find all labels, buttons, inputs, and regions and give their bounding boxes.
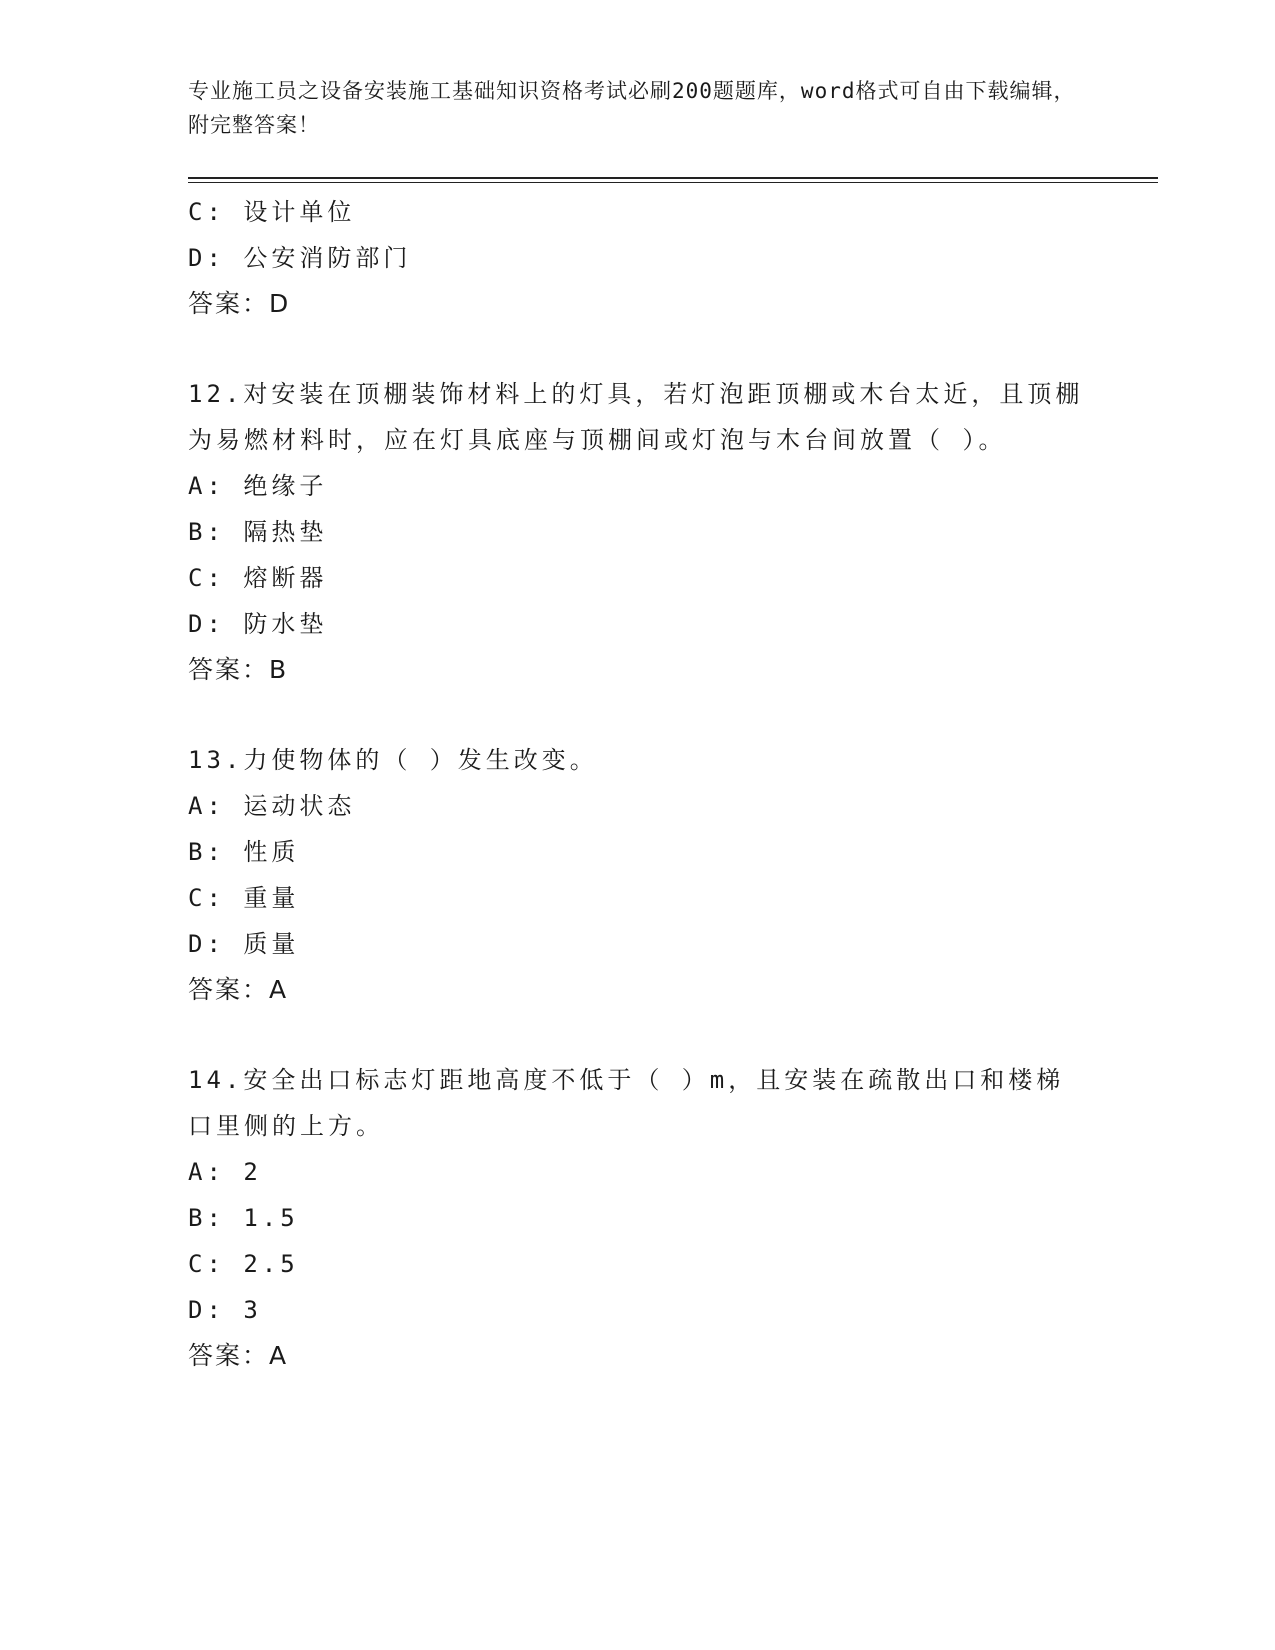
question-12 (188, 371, 1088, 693)
header-rule-thin (188, 182, 1158, 183)
option-c: C: 重量 (188, 884, 300, 912)
spacer (188, 693, 1088, 737)
document-body (188, 189, 1088, 1379)
option-b: B: 性质 (188, 838, 300, 866)
option-c: C: 设计单位 (188, 198, 356, 226)
answer: 答案：D (188, 289, 291, 318)
question-13 (188, 737, 1088, 1013)
option-d: D: 防水垫 (188, 610, 328, 638)
answer: 答案：B (188, 655, 289, 684)
spacer (188, 327, 1088, 371)
option-a: A: 2 (188, 1158, 262, 1186)
question-stem: 13.力使物体的（ ）发生改变。 (188, 746, 598, 774)
option-a: A: 运动状态 (188, 792, 356, 820)
header-title: 专业施工员之设备安装施工基础知识资格考试必刷200题题库，word格式可自由下载编辑，附完整答案！ (188, 79, 1076, 137)
question-stem: 14.安全出口标志灯距地高度不低于（ ）m，且安装在疏散出口和楼梯口里侧的上方。 (188, 1066, 1065, 1140)
option-d: D: 3 (188, 1296, 262, 1324)
answer: 答案：A (188, 975, 289, 1004)
question-14 (188, 1057, 1088, 1379)
option-a: A: 绝缘子 (188, 472, 328, 500)
option-b: B: 1.5 (188, 1204, 299, 1232)
option-d: D: 公安消防部门 (188, 244, 412, 272)
answer: 答案：A (188, 1341, 289, 1370)
question-stem: 12.对安装在顶棚装饰材料上的灯具，若灯泡距顶棚或木台太近，且顶棚为易燃材料时，应在灯具底座与顶棚间或灯泡与木台间放置（ ）。 (188, 380, 1084, 454)
document-header (188, 74, 1088, 142)
option-c: C: 2.5 (188, 1250, 299, 1278)
spacer (188, 1013, 1088, 1057)
option-c: C: 熔断器 (188, 564, 328, 592)
header-rule-thick (188, 177, 1158, 179)
question-continuation (188, 189, 1088, 327)
option-b: B: 隔热垫 (188, 518, 328, 546)
option-d: D: 质量 (188, 930, 300, 958)
